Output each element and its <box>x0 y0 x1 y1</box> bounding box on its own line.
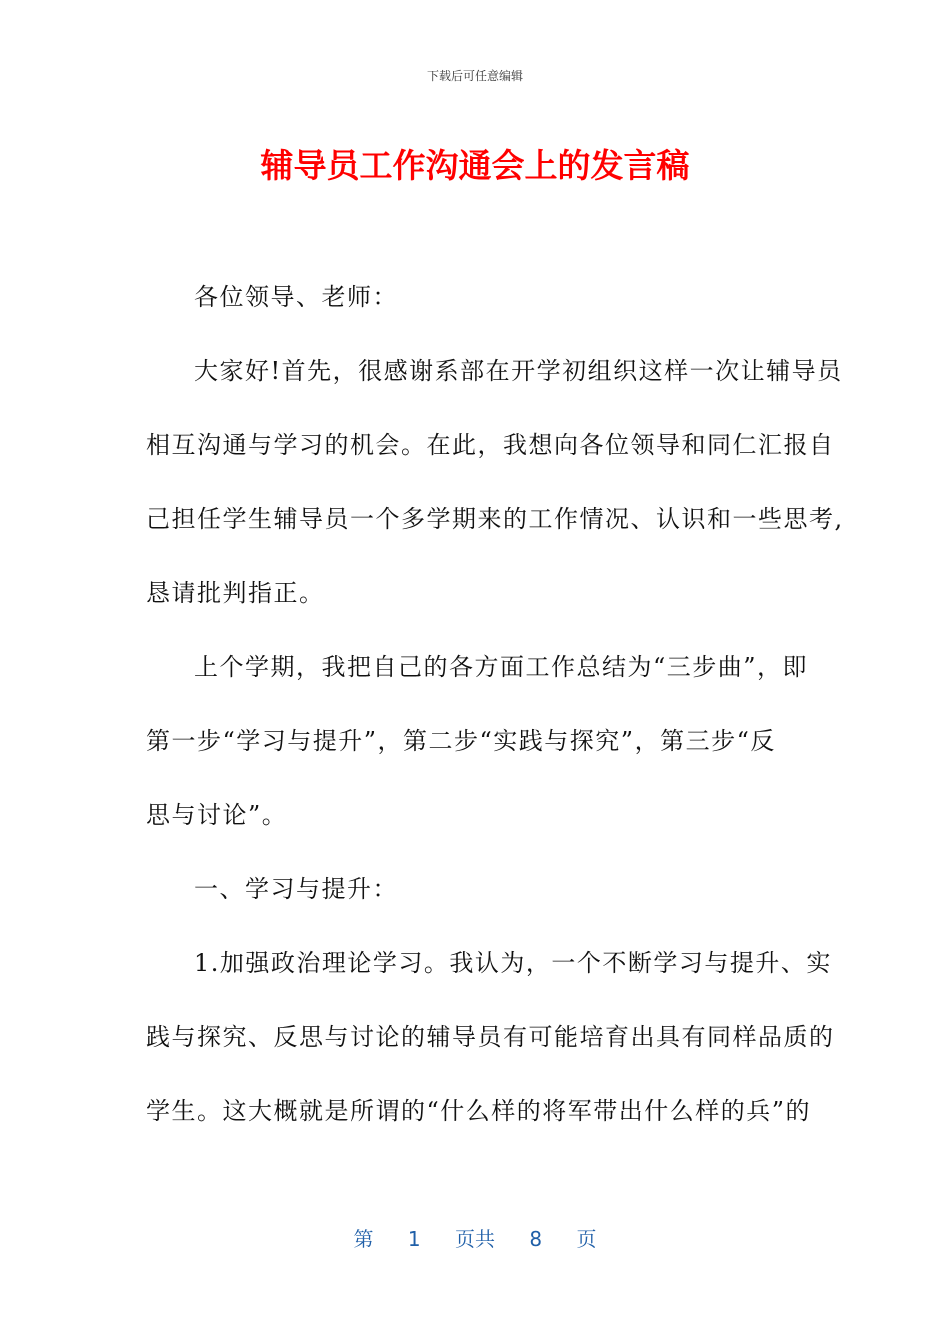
paragraph-line: 各位领导、老师： <box>194 283 398 311</box>
paragraph-line: 学生。这大概就是所谓的“什么样的将军带出什么样的兵”的 <box>146 1097 812 1125</box>
footer-label-ye-gong: 页共 <box>455 1227 495 1251</box>
paragraph-line: 上个学期，我把自己的各方面工作总结为“三步曲”，即 <box>194 653 809 681</box>
paragraph-line: 思与讨论”。 <box>146 801 288 829</box>
footer-label-di: 第 <box>353 1227 374 1251</box>
paragraph-line: 恳请批判指正。 <box>146 579 325 607</box>
paragraph-line: 己担任学生辅导员一个多学期来的工作情况、认识和一些思考, <box>146 505 844 533</box>
footer-page-number: 1 <box>407 1227 421 1251</box>
page-footer <box>0 1225 950 1253</box>
footer-total-pages: 8 <box>529 1227 543 1251</box>
paragraph-line: 第一步“学习与提升”，第二步“实践与探究”，第三步“反 <box>146 727 776 755</box>
document-title: 辅导员工作沟通会上的发言稿 <box>260 146 690 185</box>
section-heading: 一、学习与提升： <box>194 875 398 903</box>
page-header-note: 下载后可任意编辑 <box>426 69 523 83</box>
paragraph-line: 1.加强政治理论学习。我认为，一个不断学习与提升、实 <box>194 949 832 977</box>
footer-label-ye: 页 <box>576 1227 597 1251</box>
paragraph-line: 大家好!首先，很感谢系部在开学初组织这样一次让辅导员 <box>194 357 843 385</box>
paragraph-line: 相互沟通与学习的机会。在此，我想向各位领导和同仁汇报自 <box>146 431 835 459</box>
document-body <box>146 260 844 1148</box>
paragraph-line: 践与探究、反思与讨论的辅导员有可能培育出具有同样品质的 <box>146 1023 835 1051</box>
